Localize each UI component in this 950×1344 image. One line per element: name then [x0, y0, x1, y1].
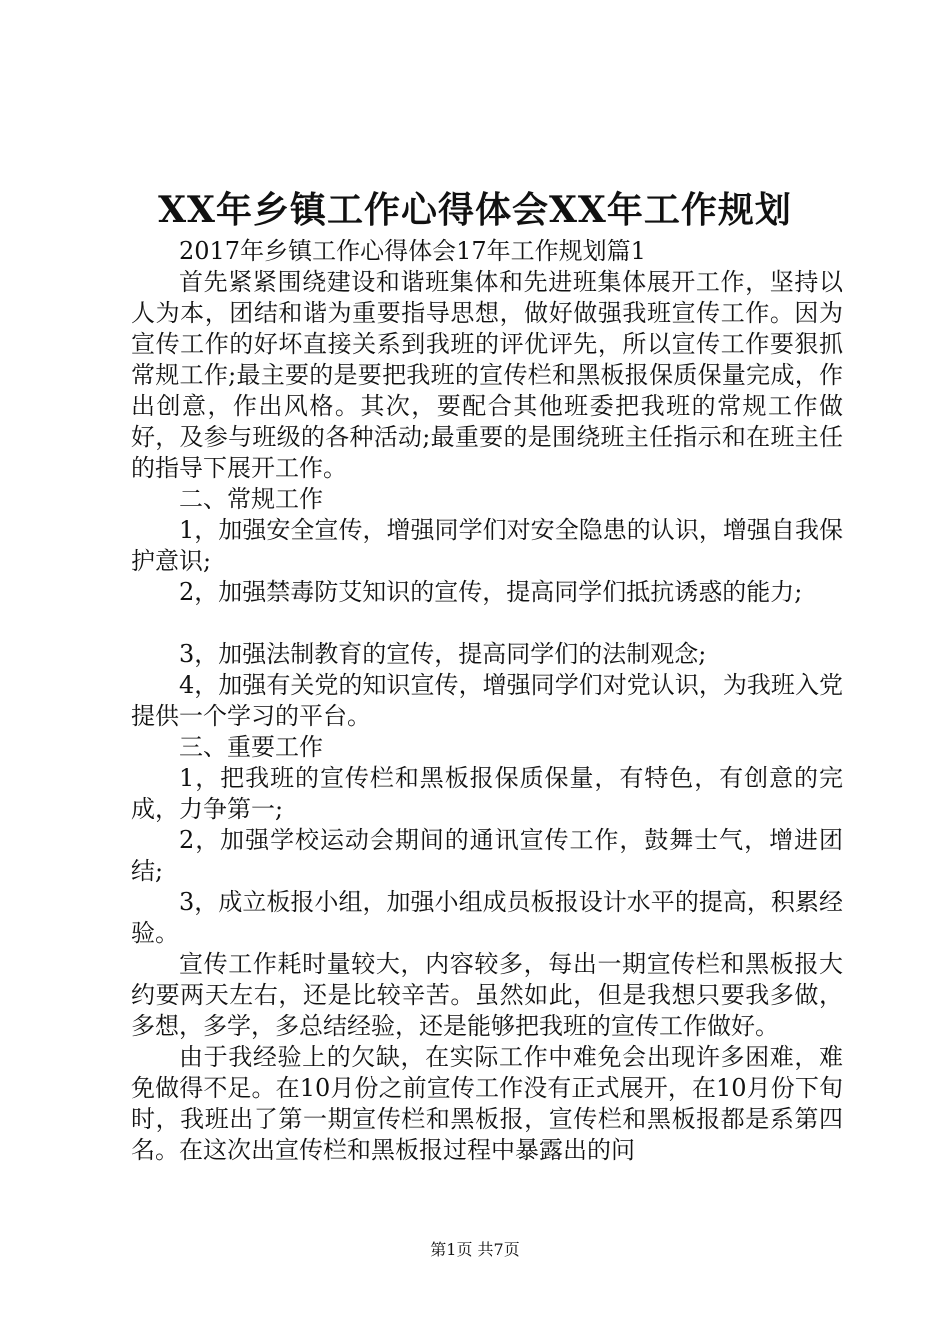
paragraph-subtitle: 2017年乡镇工作心得体会17年工作规划篇1: [179, 237, 646, 265]
list-item-key-2: 2，加强学校运动会期间的通讯宣传工作，鼓舞士气，增进团结;: [131, 826, 843, 885]
list-item-routine-3: 3，加强法制教育的宣传，提高同学们的法制观念;: [179, 640, 707, 668]
document-title: XX年乡镇工作心得体会XX年工作规划: [158, 189, 792, 231]
list-item-routine-1: 1，加强安全宣传，增强同学们对安全隐患的认识，增强自我保护意识;: [131, 516, 843, 575]
page-footer: 第1页 共7页: [430, 1240, 520, 1259]
document-body: [131, 236, 843, 1166]
list-item-key-3: 3，成立板报小组，加强小组成员板报设计水平的提高，积累经验。: [131, 888, 843, 947]
paragraph-intro: 首先紧紧围绕建设和谐班集体和先进班集体展开工作，坚持以人为本，团结和谐为重要指导思想，做好做强我班宣传工作。因为宣传工作的好坏直接关系到我班的评优评先，所以宣传工作要狠抓常规工作;最主要的是要把我班的宣传栏和黑板报保质保量完成，作出创意，作出风格。其次，要配合其他班委把我班的常规工作做好，及参与班级的各种活动;最重要的是围绕班主任指示和在班主任的指导下展开工作。: [131, 268, 843, 482]
list-item-routine-2: 2，加强禁毒防艾知识的宣传，提高同学们抵抗诱惑的能力;: [179, 578, 803, 606]
paragraph-workload: 宣传工作耗时量较大，内容较多，每出一期宣传栏和黑板报大约要两天左右，还是比较辛苦。虽然如此，但是我想只要我多做，多想，多学，多总结经验，还是能够把我班的宣传工作做好。: [131, 950, 843, 1040]
list-item-routine-4: 4，加强有关党的知识宣传，增强同学们对党认识，为我班入党提供一个学习的平台。: [131, 671, 843, 730]
list-item-key-1: 1，把我班的宣传栏和黑板报保质保量，有特色，有创意的完成，力争第一;: [131, 764, 843, 823]
section-heading-key-work: 三、重要工作: [179, 733, 323, 761]
paragraph-experience: 由于我经验上的欠缺，在实际工作中难免会出现许多困难，难免做得不足。在10月份之前宣传工作没有正式展开，在10月份下旬时，我班出了第一期宣传栏和黑板报，宣传栏和黑板报都是系第四名。在这次出宣传栏和黑板报过程中暴露出的问: [131, 1043, 843, 1164]
section-heading-routine: 二、常规工作: [179, 485, 323, 513]
